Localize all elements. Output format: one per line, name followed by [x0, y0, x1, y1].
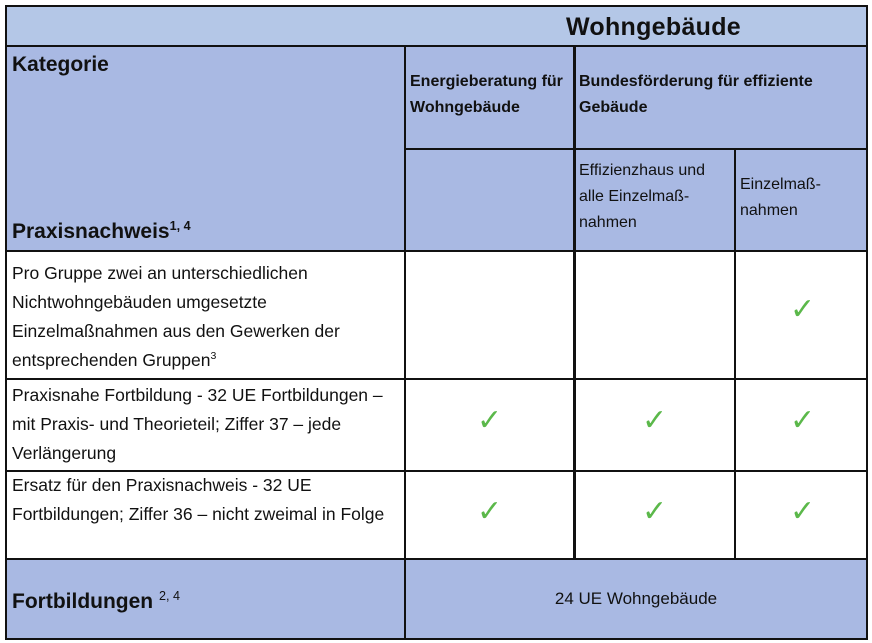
check-icon: ✓ [642, 404, 668, 437]
check-icon: ✓ [790, 495, 816, 528]
praxisnachweis-footnote: 1, 4 [169, 219, 191, 233]
row-1-footnote: 3 [210, 350, 217, 363]
table-row-2-label [7, 379, 405, 470]
col-header-bundesfoerderung [575, 47, 866, 149]
fortbildungen-value-cell [406, 560, 866, 638]
kategorie-label: Kategorie [12, 53, 109, 76]
divider [7, 470, 866, 472]
check-icon: ✓ [790, 293, 816, 326]
fortbildungen-label [12, 590, 180, 614]
fortbildungen-text: Fortbildungen [12, 590, 154, 613]
divider [404, 45, 406, 638]
energieberatung-label: Energieberatung für Wohngebäude [410, 73, 563, 116]
subheader-einzelmassnahmen [736, 150, 866, 250]
table-title [7, 7, 866, 45]
divider [734, 148, 736, 560]
divider [7, 45, 866, 47]
fortbildungen-value: 24 UE Wohngebäude [554, 589, 718, 608]
check-icon: ✓ [477, 404, 503, 437]
check-icon: ✓ [642, 495, 668, 528]
title-text: Wohngebäude [565, 13, 741, 41]
requirements-table [5, 5, 868, 640]
praxisnachweis-text: Praxisnachweis [12, 220, 170, 243]
bundesfoerderung-label: Bundesförderung für effiziente Gebäude [579, 73, 813, 116]
table-row-3-label [7, 471, 405, 558]
praxisnachweis-label [12, 220, 191, 244]
divider [573, 45, 576, 560]
kategorie-header-cell [7, 47, 405, 250]
row-3-text: Ersatz für den Praxisnachweis - 32 UE Fortbildungen; Ziffer 36 – nicht zweimal in Folge [12, 475, 385, 524]
check-icon: ✓ [790, 404, 816, 437]
subheader-effizienzhaus [575, 150, 735, 250]
divider [7, 558, 866, 560]
col-header-energieberatung [406, 47, 573, 149]
fortbildungen-label-cell [7, 560, 405, 638]
divider [7, 250, 866, 252]
check-icon: ✓ [477, 495, 503, 528]
row-1-text: Pro Gruppe zwei an unterschiedlichen Nichtwohngebäuden umgesetzte Einzelmaßnahmen aus den Gewerken der entsprechenden Gruppen [12, 263, 340, 370]
einzelmassnahmen-label: Einzelmaß-nahmen [740, 176, 821, 219]
table-row-1-label [7, 251, 405, 378]
divider [7, 378, 866, 380]
subheader-energieberatung-empty [406, 150, 573, 250]
fortbildungen-footnote: 2, 4 [158, 589, 180, 603]
divider [406, 148, 866, 150]
row-2-text: Praxisnahe Fortbildung - 32 UE Fortbildungen – mit Praxis- und Theorieteil; Ziffer 37 – jede Verlängerung [12, 385, 383, 463]
effizienzhaus-label: Effizienzhaus und alle Einzelmaß-nahmen [579, 162, 706, 231]
